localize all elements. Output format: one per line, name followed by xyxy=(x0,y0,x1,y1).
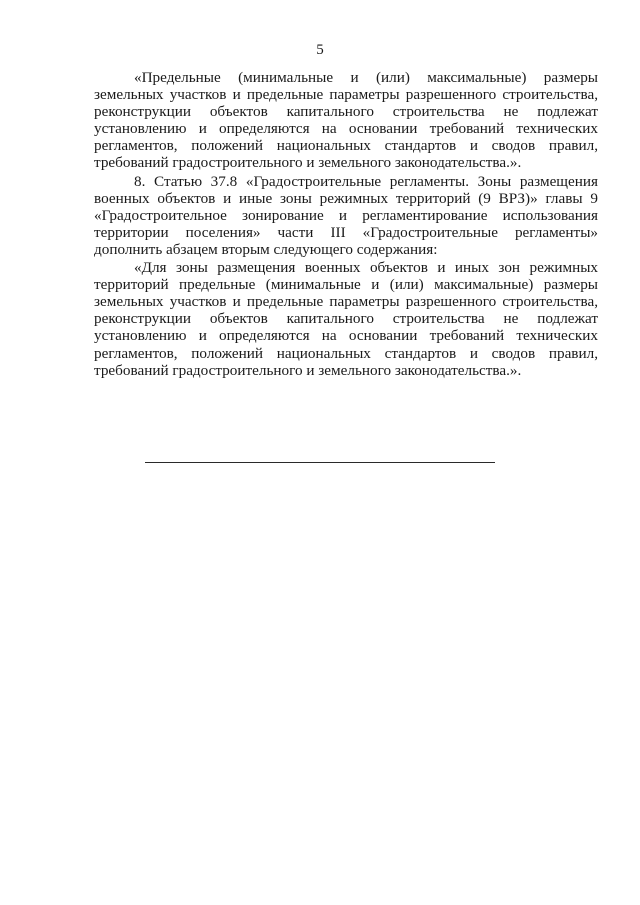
text-line: «Градостроительное зонирование и регламентирование использования xyxy=(94,206,598,224)
text-line: реконструкции объектов капитального строительства не подлежат xyxy=(94,310,598,328)
text-line: дополнить абзацем вторым следующего содержания: xyxy=(94,240,438,258)
text-line: реконструкции объектов капитального строительства не подлежат xyxy=(94,103,598,121)
document-body xyxy=(94,69,598,379)
text-line: земельных участков и предельные параметры разрешенного строительства, xyxy=(94,293,598,311)
text-line: установлению и определяются на основании требований технических xyxy=(94,120,598,138)
paragraph-3 xyxy=(94,259,598,379)
paragraph-1 xyxy=(94,69,598,172)
text-line: военных объектов и иные зоны режимных территорий (9 ВРЗ)» главы 9 xyxy=(94,189,598,207)
page-number: 5 xyxy=(316,42,324,58)
text-line: «Предельные (минимальные и (или) максимальные) размеры xyxy=(134,69,598,86)
text-line: регламентов, положений национальных стандартов и сводов правил, xyxy=(94,137,598,155)
text-line: регламентов, положений национальных стандартов и сводов правил, xyxy=(94,344,598,362)
text-line: территории поселения» части III «Градостроительные регламенты» xyxy=(94,223,598,241)
text-line: установлению и определяются на основании требований технических xyxy=(94,327,598,345)
paragraph-2 xyxy=(94,173,598,258)
text-line: «Для зоны размещения военных объектов и иных зон режимных xyxy=(134,259,598,277)
text-line: земельных участков и предельные параметры разрешенного строительства, xyxy=(94,86,598,104)
end-of-text-divider xyxy=(145,462,495,463)
text-line: требований градостроительного и земельного законодательства.». xyxy=(94,154,522,172)
text-line: 8. Статью 37.8 «Градостроительные регламенты. Зоны размещения xyxy=(134,172,598,190)
text-line: территорий предельные (минимальные и (или) максимальные) размеры xyxy=(94,276,598,294)
text-line: требований градостроительного и земельного законодательства.». xyxy=(94,361,522,379)
